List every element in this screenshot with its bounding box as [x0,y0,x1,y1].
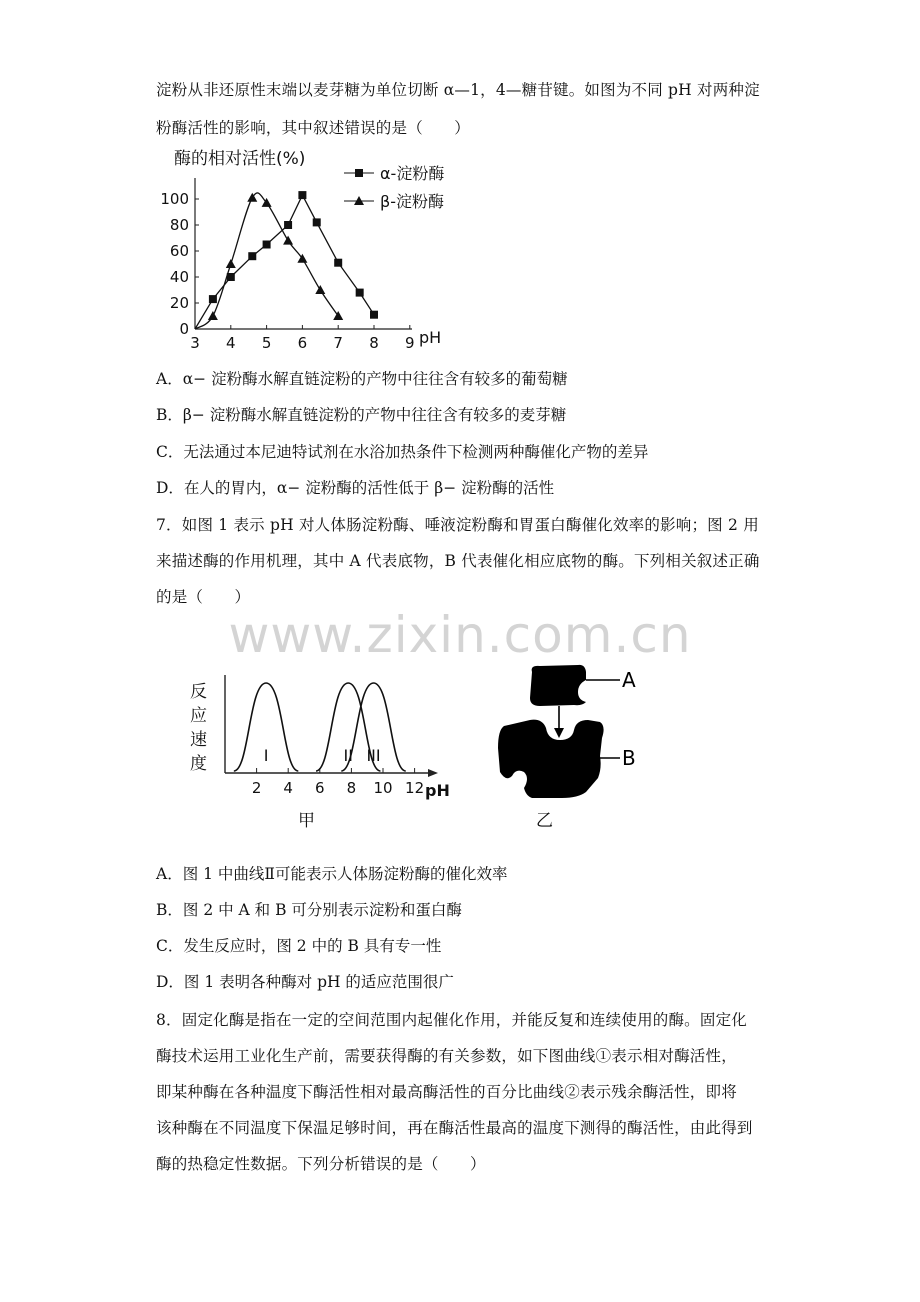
chart1-alpha-point [298,191,306,199]
chart1-alpha-point [334,259,342,267]
chart1-beta-point [226,259,236,268]
chart2-curve-label-III: III [366,746,381,765]
chart1-xlabel: pH [419,328,442,347]
chart1-x-tick-label: 5 [261,334,272,352]
chart2-x-tick-label: 6 [315,779,325,797]
chart1-ylabel: 酶的相对活性(%) [174,149,306,169]
chart1-alpha-point [248,252,256,260]
q6-option-a: A．α− 淀粉酶水解直链淀粉的产物中往往含有较多的葡萄糖 [156,370,568,388]
chart1-x-tick-label: 7 [333,334,343,352]
q8-line5: 酶的热稳定性数据。下列分析错误的是（ ） [156,1155,486,1173]
watermark: www.zixin.com.cn [228,606,692,664]
q7-option-c: C．发生反应时，图 2 中的 B 具有专一性 [156,937,442,955]
chart1-y-tick-label: 40 [169,268,189,286]
chart1-alpha-point [284,221,292,229]
q7-stem-line1: 7．如图 1 表示 pH 对人体肠淀粉酶、唾液淀粉酶和胃蛋白酶催化效率的影响；图 2 用 [156,516,759,534]
chart1-x-tick-label: 3 [190,334,200,352]
chart1-y-tick-label: 0 [179,320,189,338]
figure-jia-caption: 甲 [298,811,315,831]
binding-arrowhead [554,728,564,738]
chart2-x-tick-label: 2 [251,779,262,797]
q8-line1: 8．固定化酶是指在一定的空间范围内起催化作用，并能反复和连续使用的酶。固定化 [156,1011,747,1029]
chart1-x-tick-label: 8 [369,334,379,352]
chart1-series-line-alpha [195,195,374,329]
q6-option-d: D．在人的胃内，α− 淀粉酶的活性低于 β− 淀粉酶的活性 [156,479,555,497]
label-b: B [622,746,636,770]
chart2-curve-label-II: II [343,746,353,765]
q6-option-b: B．β− 淀粉酶水解直链淀粉的产物中往往含有较多的麦芽糖 [156,406,567,424]
enzyme-b-shape [498,720,604,798]
q7-option-d: D．图 1 表明各种酶对 pH 的适应范围很广 [156,973,454,991]
q7-option-b: B．图 2 中 A 和 B 可分别表示淀粉和蛋白酶 [156,901,462,919]
chart1-beta-point [208,311,218,320]
chart1-alpha-point [370,311,378,319]
chart1-x-tick-label: 6 [297,334,308,352]
legend-beta-label: β-淀粉酶 [380,192,444,211]
chart1-series-line-beta [195,193,338,329]
q7-stem-line2: 来描述酶的作用机理，其中 A 代表底物，B 代表催化相应底物的酶。下列相关叙述正确 [156,552,760,570]
chart2-x-tick-label: 10 [373,779,393,797]
q8-line2: 酶技术运用工业化生产前，需要获得酶的有关参数，如下图曲线①表示相对酶活性， [156,1047,737,1065]
chart1-beta-point [283,236,293,245]
q7-option-a: A．图 1 中曲线Ⅱ可能表示人体肠淀粉酶的催化效率 [156,865,508,883]
q8-line4: 该种酶在不同温度下保温足够时间，再在酶活性最高的温度下测得的酶活性，由此得到 [156,1119,753,1137]
substrate-a-shape [530,665,586,706]
chart2-curve-label-I: I [263,746,269,765]
chart1-beta-point [333,311,343,320]
chart2-x-tick-label: 4 [283,779,293,797]
q6-ph-activity-chart [160,140,480,360]
chart1-y-tick-label: 20 [169,294,189,312]
q6-stem-line2: 粉酶活性的影响，其中叙述错误的是（ ） [156,119,471,137]
q8-line3: 即某种酶在各种温度下酶活性相对最高酶活性的百分比曲线②表示残余酶活性，即将 [156,1083,737,1101]
chart2-x-tick-label: 12 [405,779,425,797]
q7-figure-jia-chart [180,665,460,805]
chart2-x-tick-label: 8 [346,779,357,797]
chart1-y-tick-label: 60 [169,242,189,260]
chart1-alpha-point [209,295,217,303]
chart1-legend [344,164,444,211]
chart2-x-axis-arrow [428,769,438,777]
legend-alpha-label: α-淀粉酶 [380,164,445,183]
chart1-beta-point [297,254,307,263]
chart1-x-tick-label: 4 [226,334,236,352]
chart1-y-tick-label: 80 [169,216,189,234]
q7-stem-line3: 的是（ ） [156,588,251,606]
q6-option-c: C．无法通过本尼迪特试剂在水浴加热条件下检测两种酶催化产物的差异 [156,443,649,461]
chart1-beta-point [315,285,325,294]
chart1-alpha-point [263,241,271,249]
chart1-alpha-point [356,289,364,297]
legend-square-marker [355,169,363,177]
label-a: A [622,668,636,692]
chart2-xlabel: pH [425,781,450,800]
chart1-alpha-point [313,218,321,226]
chart1-x-tick-label: 9 [405,334,415,352]
q6-stem-line1: 淀粉从非还原性末端以麦芽糖为单位切断 α—1，4—糖苷键。如图为不同 pH 对两种淀 [156,81,760,99]
figure-yi-caption: 乙 [536,811,553,831]
chart2-ylabel: 反 应 速 度 [190,682,207,774]
chart1-y-tick-label: 100 [160,190,189,208]
q7-figure-yi-diagram [490,660,660,805]
